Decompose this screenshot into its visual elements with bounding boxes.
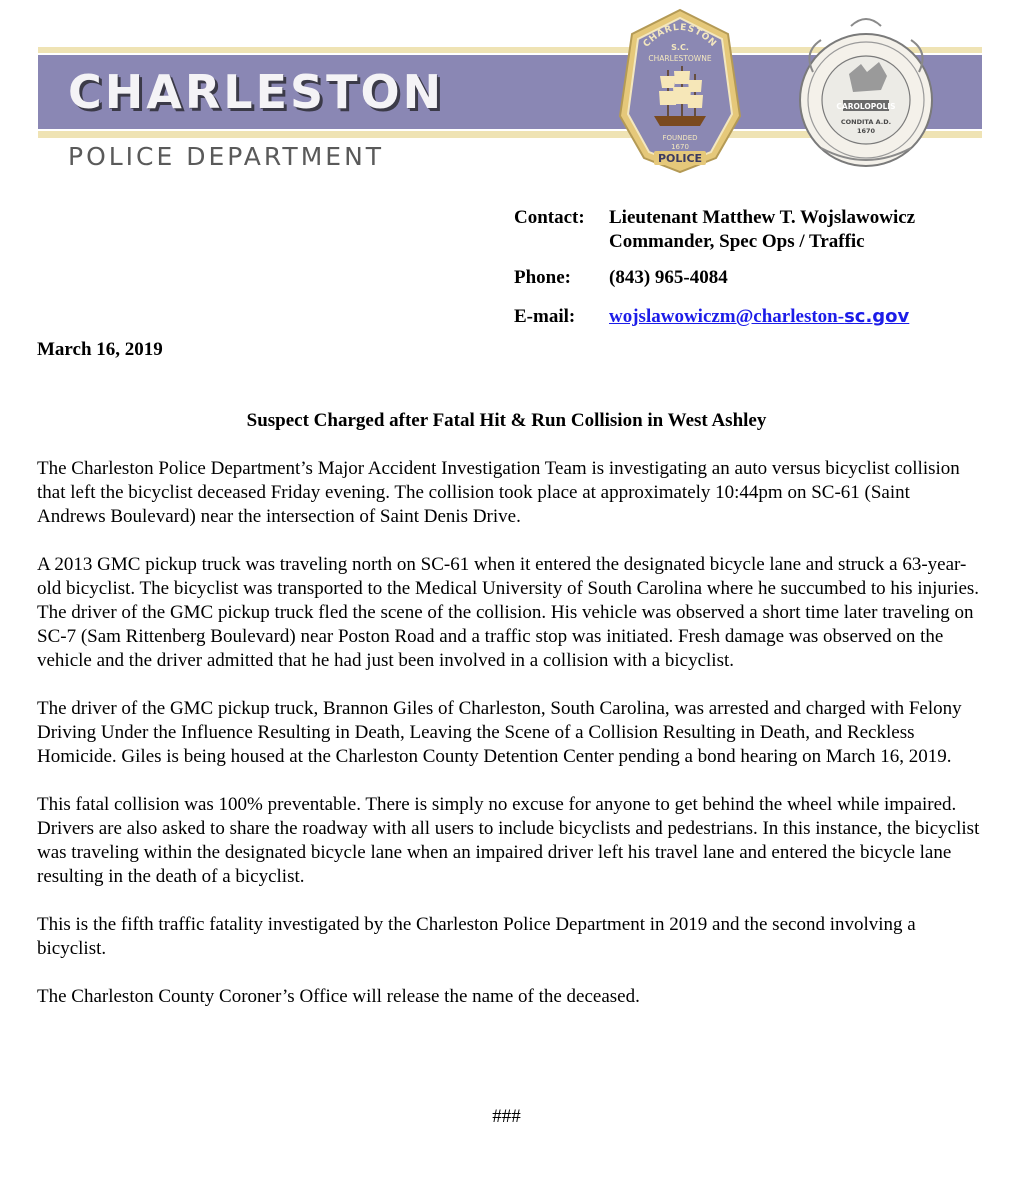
paragraph: This is the fifth traffic fatality investigated by the Charleston Police Department in 2019 and the second involving a bicyclist.	[37, 914, 916, 959]
paragraph: This fatal collision was 100% preventable. There is simply no excuse for anyone to get behind the wheel while impaired. Drivers are also asked to share the roadway with all users to include bicyclists and pedestrians. In this instance, the bicyclist was traveling within the designated bicycle lane when an impaired driver left his travel lane and entered the bicycle lane resulting in the death of a bicyclist.	[37, 794, 980, 887]
press-release-body	[37, 457, 982, 1033]
badge-founded-year: 1670	[671, 143, 689, 151]
paragraph: The driver of the GMC pickup truck, Brannon Giles of Charleston, South Carolina, was arrested and charged with Felony Driving Under the Influence Resulting in Death, Leaving the Scene of a Collision Resulting in Death, and Reckless Homicide. Giles is being housed at the Charleston County Detention Center pending a bond hearing on March 16, 2019.	[37, 698, 962, 767]
phone-label: Phone:	[514, 267, 571, 288]
badge-state-text: S.C.	[671, 43, 689, 52]
email-label: E-mail:	[514, 306, 576, 327]
contact-title-row	[514, 230, 974, 254]
contact-label: Contact:	[514, 207, 585, 228]
seal-year-text: 1670	[856, 127, 876, 135]
email-row	[514, 305, 974, 329]
seal-condita-text: CONDITA A.D.	[840, 118, 892, 126]
city-name: CHARLESTON	[68, 65, 445, 119]
department-name: POLICE DEPARTMENT	[68, 142, 385, 171]
paragraph: A 2013 GMC pickup truck was traveling north on SC-61 when it entered the designated bicycle lane and struck a 63-year-old bicyclist. The bicyclist was transported to the Medical University of South Carolina where he succumbed to his injuries. The driver of the GMC pickup truck fled the scene of the collision. His vehicle was observed a short time later traveling on SC-7 (Sam Rittenberg Boulevard) near Poston Road and a traffic stop was initiated. Fresh damage was observed on the vehicle and the driver admitted that he had just been involved in a collision with a bicyclist.	[37, 554, 980, 671]
headline: Suspect Charged after Fatal Hit & Run Collision in West Ashley	[246, 410, 767, 431]
badge-old-name-text: CHARLESTOWNE	[648, 54, 712, 63]
contact-block	[514, 206, 974, 329]
email-user: wojslawowiczm@charleston-	[609, 306, 845, 327]
phone-row	[514, 266, 974, 290]
contact-row	[514, 206, 974, 230]
email-value	[609, 305, 909, 329]
seal-city-latin: CAROLOPOLIS	[836, 102, 896, 111]
phone-number: (843) 965-4084	[609, 267, 728, 288]
paragraph: The Charleston County Coroner’s Office will release the name of the deceased.	[37, 986, 640, 1007]
badge-founded-label: FOUNDED	[662, 134, 698, 142]
badge-police-text: POLICE	[657, 152, 703, 165]
city-seal-logo	[791, 12, 941, 172]
email-link[interactable]	[609, 306, 909, 327]
end-mark: ###	[492, 1106, 521, 1127]
contact-name: Lieutenant Matthew T. Wojslawowicz	[609, 207, 916, 228]
paragraph: The Charleston Police Department’s Major Accident Investigation Team is investigating an auto versus bicyclist collision that left the bicyclist deceased Friday evening. The collision took place at approximately 10:44pm on SC-61 (Saint Andrews Boulevard) near the intersection of Saint Denis Drive.	[37, 458, 960, 527]
letterhead	[38, 0, 982, 180]
contact-title: Commander, Spec Ops / Traffic	[609, 231, 865, 252]
release-date: March 16, 2019	[37, 339, 163, 360]
police-badge-logo	[616, 8, 744, 174]
email-domain: sc.gov	[844, 306, 910, 327]
badge-top-text: CHARLESTON	[641, 22, 719, 50]
